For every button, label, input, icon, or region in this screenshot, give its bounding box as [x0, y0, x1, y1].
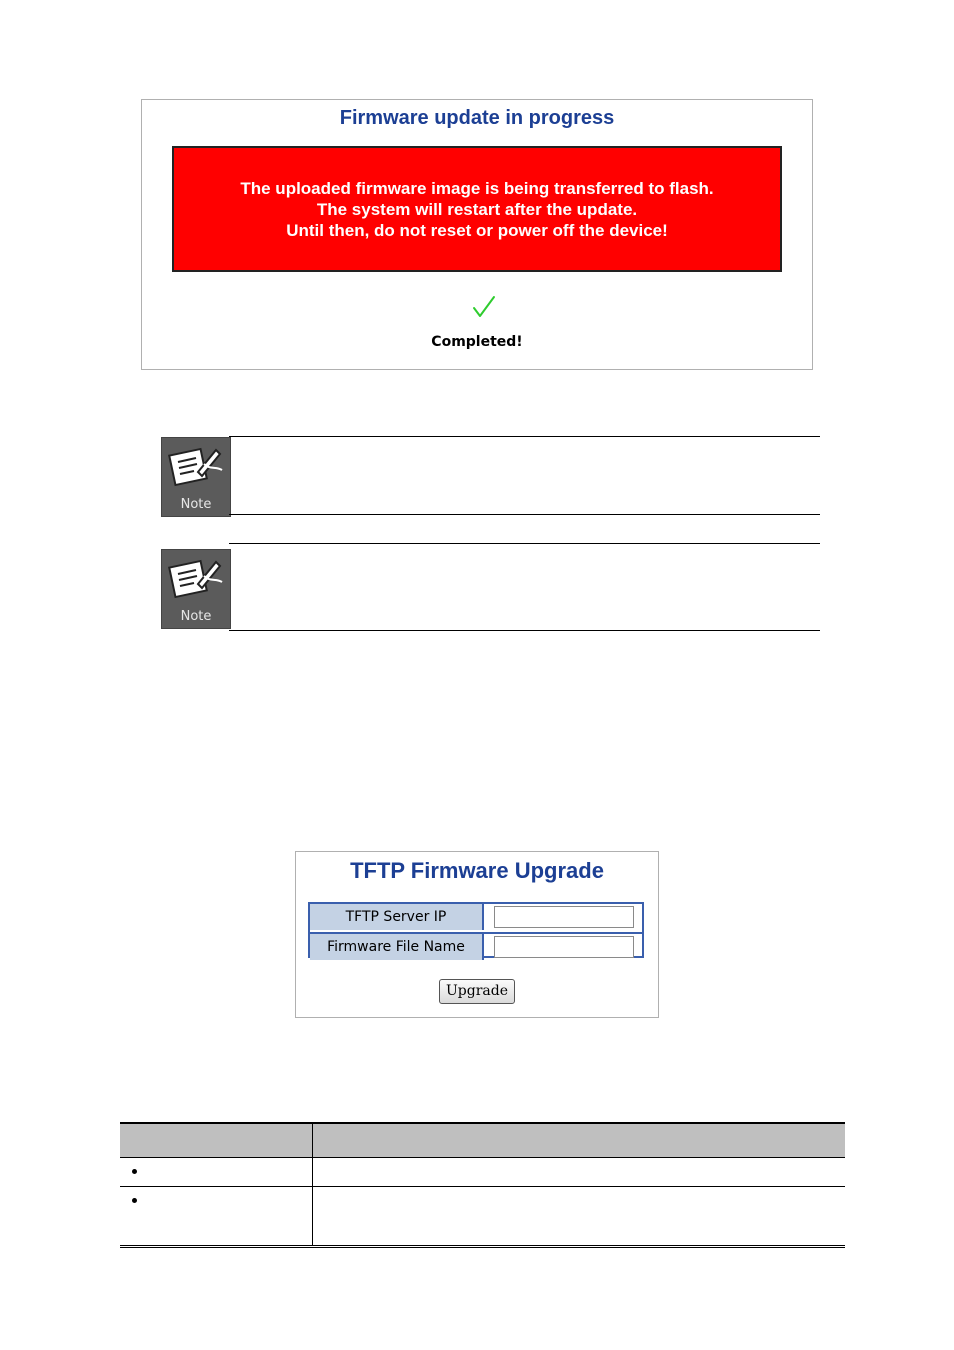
warning-line: Until then, do not reset or power off the device! — [286, 220, 668, 240]
firmware-update-panel — [141, 99, 813, 370]
warning-line: The system will restart after the update. — [316, 199, 638, 219]
tftp-server-ip-input[interactable] — [494, 906, 634, 928]
status-completed: Completed! — [431, 334, 523, 350]
tftp-upgrade-panel — [295, 851, 659, 1018]
divider — [229, 630, 820, 631]
note-label: Note — [180, 609, 212, 624]
warning-line: The uploaded firmware image is being transferred to flash. — [240, 178, 714, 198]
note-block — [161, 436, 820, 516]
tftp-server-ip-label: TFTP Server IP — [310, 904, 484, 930]
note-icon — [161, 437, 231, 517]
bullet-icon — [132, 1198, 137, 1203]
divider — [229, 543, 820, 544]
table-bottom-border — [120, 1245, 845, 1248]
checkmark-icon — [472, 295, 496, 319]
note-block — [161, 543, 820, 633]
table-header-row — [120, 1124, 845, 1157]
firmware-file-name-row — [310, 932, 642, 960]
firmware-file-name-input[interactable] — [494, 936, 634, 958]
table-row-divider — [120, 1186, 845, 1187]
divider — [229, 514, 820, 515]
note-icon — [161, 549, 231, 629]
firmware-warning-box — [172, 146, 782, 272]
description-table — [120, 1122, 845, 1248]
note-label: Note — [180, 497, 212, 512]
table-column-divider — [312, 1124, 313, 1245]
divider — [229, 436, 820, 437]
tftp-server-ip-row — [310, 904, 642, 930]
upgrade-button[interactable]: Upgrade — [439, 979, 515, 1004]
bullet-icon — [132, 1169, 137, 1174]
tftp-upgrade-title: TFTP Firmware Upgrade — [350, 858, 604, 883]
tftp-form-table — [308, 902, 644, 958]
firmware-file-name-label: Firmware File Name — [310, 934, 484, 960]
firmware-update-title: Firmware update in progress — [339, 107, 615, 129]
table-row-divider — [120, 1157, 845, 1158]
